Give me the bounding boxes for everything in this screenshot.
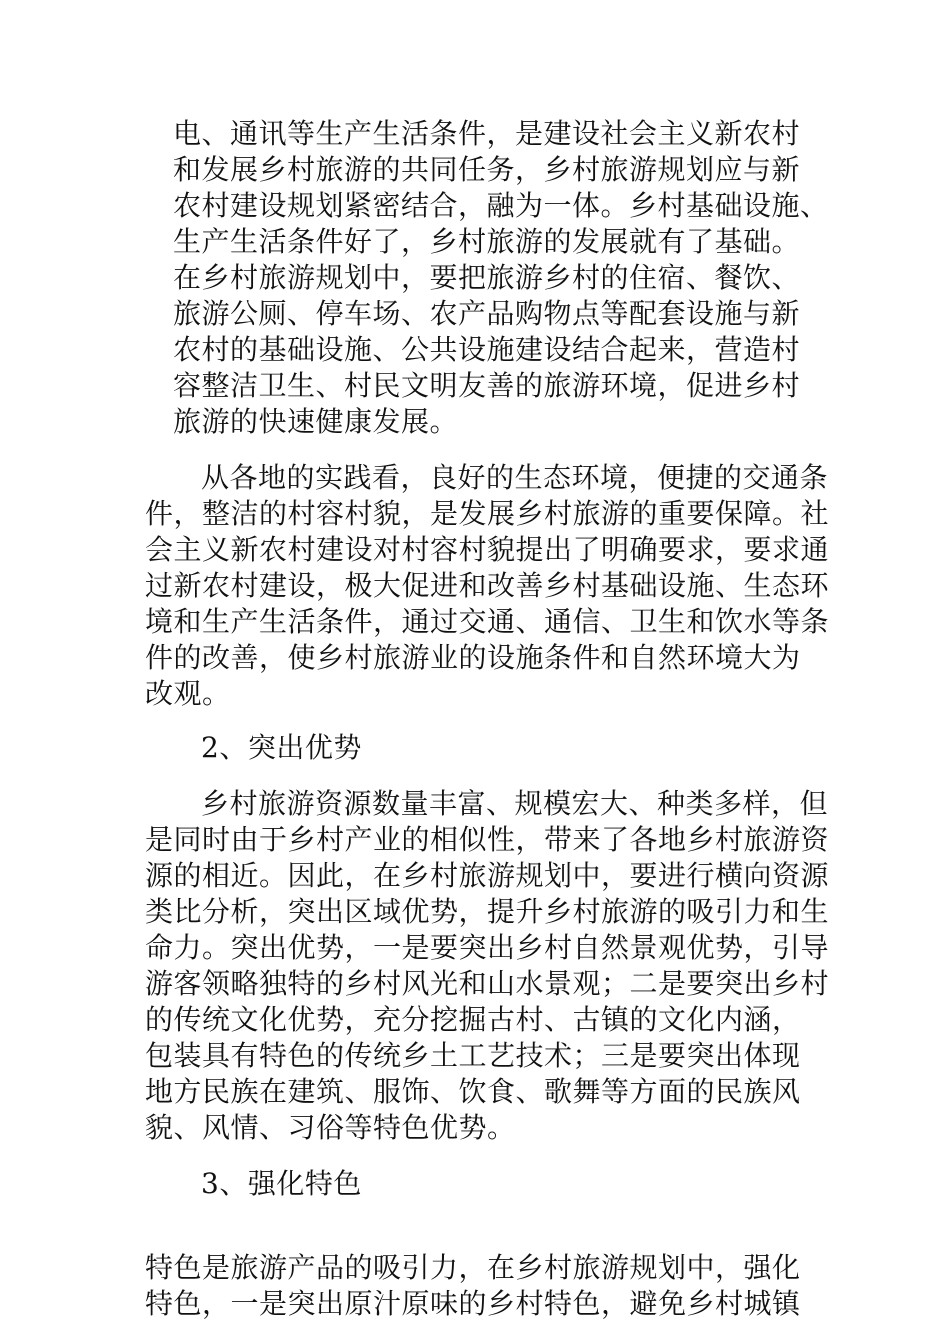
- text-line: 是同时由于乡村产业的相似性，带来了各地乡村旅游资: [145, 823, 830, 856]
- text-line: 过新农村建设，极大促进和改善乡村基础设施、生态环: [145, 569, 830, 602]
- text-line: 游客领略独特的乡村风光和山水景观；二是要突出乡村: [145, 967, 830, 1000]
- text-line: 境和生产生活条件，通过交通、通信、卫生和饮水等条: [145, 605, 830, 638]
- text-line: 源的相近。因此，在乡村旅游规划中，要进行横向资源: [145, 859, 830, 892]
- text-line: 貌、风情、习俗等特色优势。: [145, 1111, 516, 1144]
- text-line: 从各地的实践看，良好的生态环境，便捷的交通条: [201, 461, 829, 494]
- section-heading: 2、突出优势: [201, 731, 362, 764]
- text-line: 改观。: [145, 677, 231, 710]
- text-line: 地方民族在建筑、服饰、饮食、歌舞等方面的民族风: [145, 1075, 801, 1108]
- text-line: 会主义新农村建设对村容村貌提出了明确要求，要求通: [145, 533, 830, 566]
- text-line: 类比分析，突出区域优势，提升乡村旅游的吸引力和生: [145, 895, 830, 928]
- text-line: 件的改善，使乡村旅游业的设施条件和自然环境大为: [145, 641, 801, 674]
- text-line: 旅游公厕、停车场、农产品购物点等配套设施与新: [173, 297, 801, 330]
- text-line: 乡村旅游资源数量丰富、规模宏大、种类多样，但: [201, 787, 829, 820]
- text-line: 特色，一是突出原汁原味的乡村特色，避免乡村城镇: [145, 1287, 801, 1320]
- text-line: 件，整洁的村容村貌，是发展乡村旅游的重要保障。社: [145, 497, 830, 530]
- text-line: 电、通讯等生产生活条件，是建设社会主义新农村: [173, 117, 801, 150]
- text-line: 生产生活条件好了，乡村旅游的发展就有了基础。: [173, 225, 801, 258]
- text-line: 农村的基础设施、公共设施建设结合起来，营造村: [173, 333, 801, 366]
- text-line: 的传统文化优势，充分挖掘古村、古镇的文化内涵，: [145, 1003, 801, 1036]
- text-line: 包装具有特色的传统乡土工艺技术；三是要突出体现: [145, 1039, 801, 1072]
- text-line: 容整洁卫生、村民文明友善的旅游环境，促进乡村: [173, 369, 801, 402]
- text-line: 在乡村旅游规划中，要把旅游乡村的住宿、餐饮、: [173, 261, 801, 294]
- text-line: 特色是旅游产品的吸引力，在乡村旅游规划中，强化: [145, 1251, 801, 1284]
- text-line: 旅游的快速健康发展。: [173, 405, 459, 438]
- text-line: 和发展乡村旅游的共同任务，乡村旅游规划应与新: [173, 153, 801, 186]
- text-line: 农村建设规划紧密结合，融为一体。乡村基础设施、: [173, 189, 829, 222]
- text-line: 命力。突出优势，一是要突出乡村自然景观优势，引导: [145, 931, 830, 964]
- section-heading: 3、强化特色: [201, 1167, 362, 1200]
